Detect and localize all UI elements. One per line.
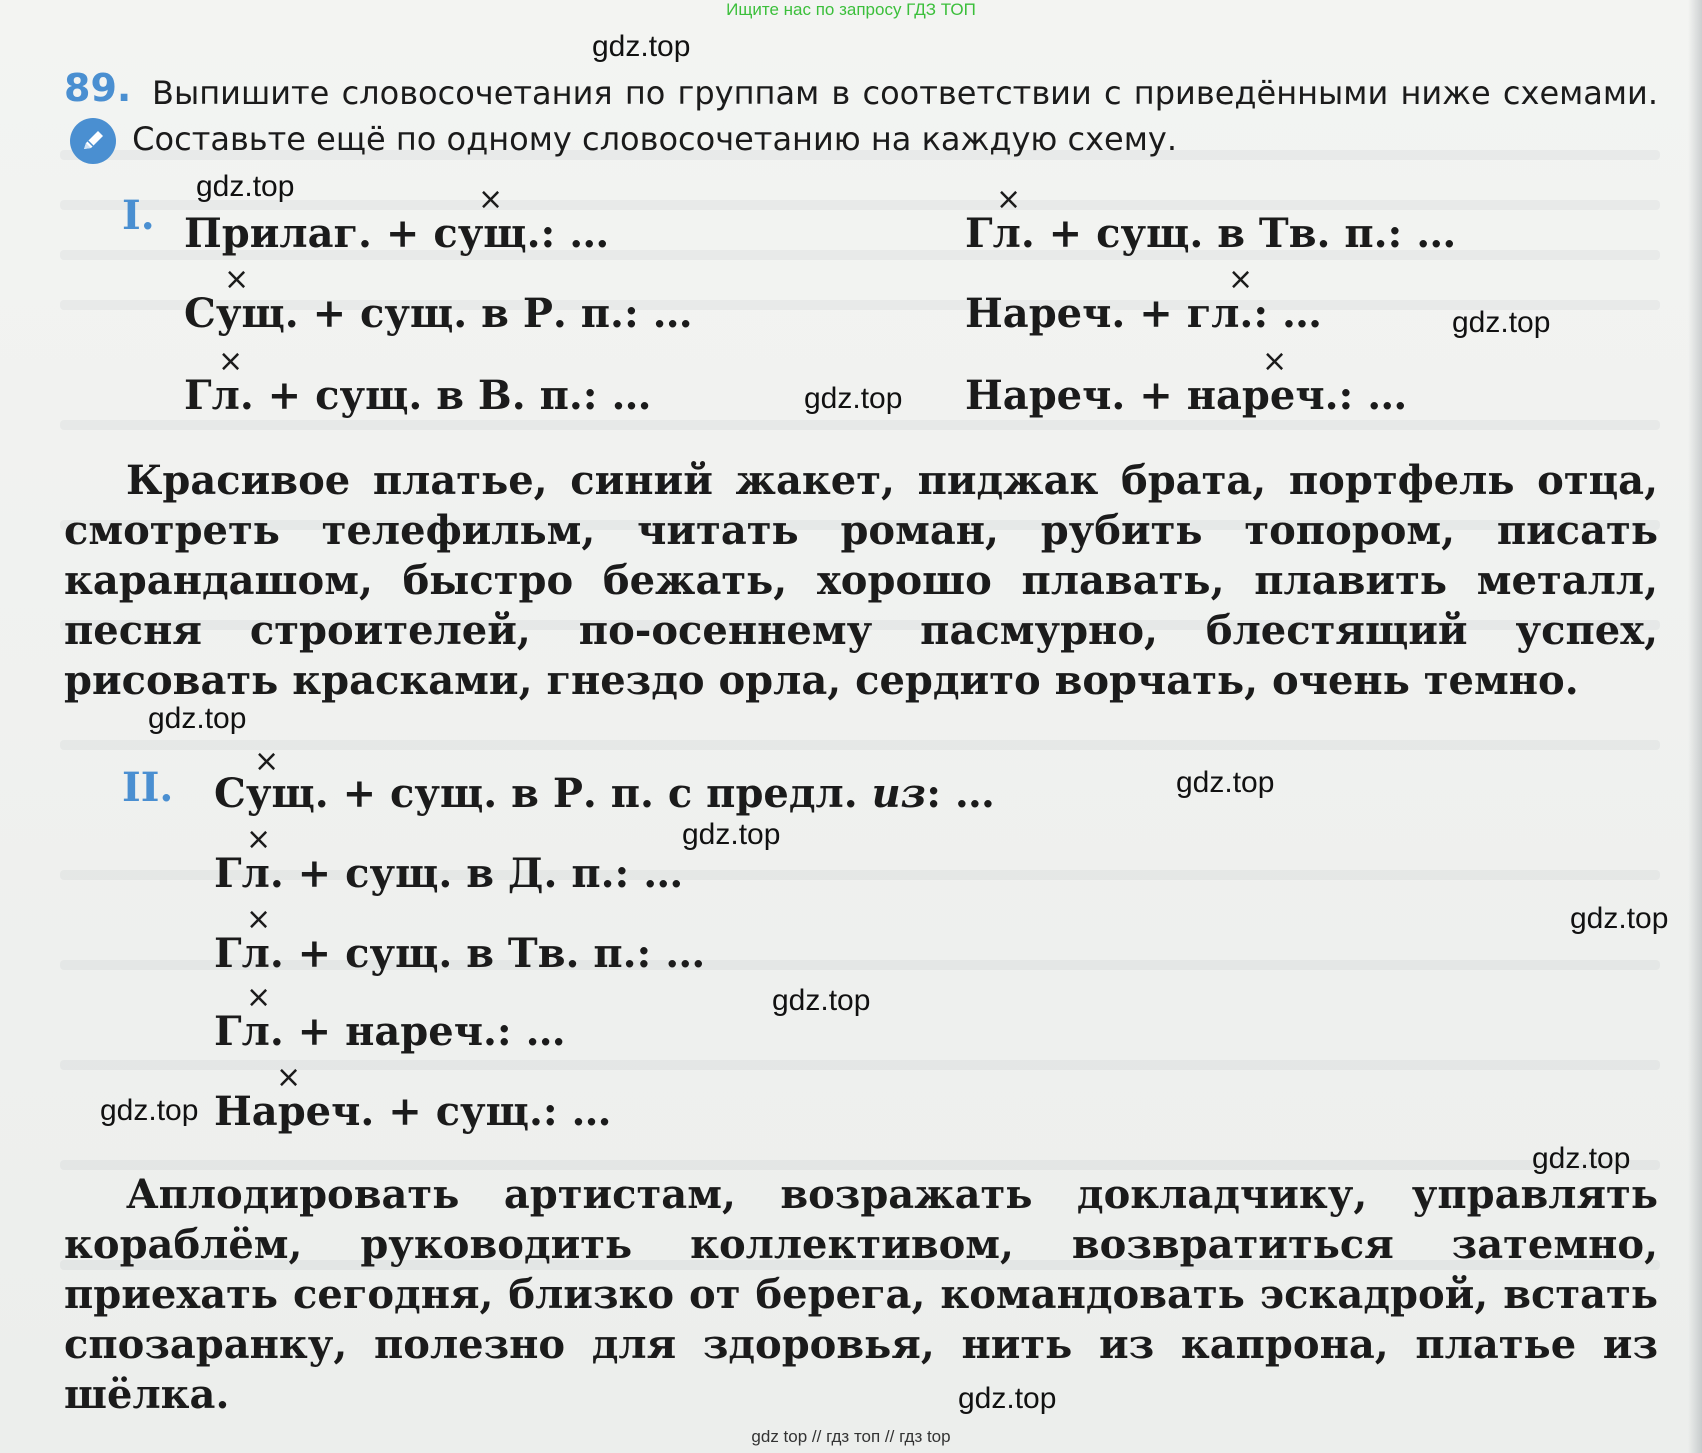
- main-word-mark: ×: [246, 902, 272, 937]
- main-word-mark: ×: [1262, 344, 1288, 379]
- scheme-verb-noun-dat: Гл. + сущ. в Д. п.: …: [214, 850, 684, 897]
- group1-word-list: Красивое платье, синий жакет, пиджак брата, портфель отца, смотреть телефильм, читать роман, рубить топором, писать карандашом, быстро бежать, хорошо плавать, плавить металл, песня строителей, по-осеннему пасмурно, блестящий успех, рисовать красками, гнездо орла, сердито ворчать, очень темно.: [64, 457, 1658, 704]
- preposition: из: [871, 770, 927, 817]
- scheme-text: Сущ. + сущ. в Р. п. с предл.: [214, 770, 858, 817]
- scheme-adv-verb: Нареч. + гл.: …: [965, 290, 1323, 337]
- watermark: gdz.top: [196, 170, 295, 203]
- instruction-part1: Выпишите словосочетания по группам в соответствии с приведёнными ниже схемами.: [152, 74, 1658, 112]
- scheme-adj-noun: Прилаг. + сущ.: …: [184, 210, 610, 257]
- main-word-mark: ×: [276, 1060, 302, 1095]
- scheme-adv-adv: Нареч. + нареч.: …: [965, 372, 1408, 419]
- main-word-mark: ×: [254, 744, 280, 779]
- watermark: gdz.top: [682, 818, 781, 851]
- watermark: gdz.top: [1452, 306, 1551, 339]
- main-word-mark: ×: [996, 182, 1022, 217]
- scheme-noun-noun-gen: Сущ. + сущ. в Р. п.: …: [184, 290, 693, 337]
- bottom-banner: gdz top // гдз топ // гдз top: [751, 1427, 951, 1446]
- watermark: gdz.top: [772, 984, 871, 1017]
- exercise-number: 89.: [64, 66, 132, 110]
- scheme-noun-noun-gen-prep: [214, 770, 995, 817]
- watermark: gdz.top: [100, 1094, 199, 1127]
- scheme-adv-noun: Нареч. + сущ.: …: [214, 1088, 612, 1135]
- watermark: gdz.top: [148, 702, 247, 735]
- group1-numeral: I.: [122, 192, 155, 239]
- scheme-verb-noun-acc: Гл. + сущ. в В. п.: …: [184, 372, 652, 419]
- watermark: gdz.top: [804, 382, 903, 415]
- watermark: gdz.top: [592, 30, 691, 63]
- scheme-verb-noun-instr: Гл. + сущ. в Тв. п.: …: [965, 210, 1457, 257]
- main-word-mark: ×: [246, 822, 272, 857]
- watermark: gdz.top: [958, 1382, 1057, 1415]
- main-word-mark: ×: [1228, 262, 1254, 297]
- scheme-verb-noun-instr-2: Гл. + сущ. в Тв. п.: …: [214, 930, 706, 977]
- watermark: gdz.top: [1570, 902, 1669, 935]
- instruction-part2: Составьте ещё по одному словосочетанию на каждую схему.: [132, 120, 1177, 158]
- scheme-verb-adv: Гл. + нареч.: …: [214, 1008, 566, 1055]
- group2-numeral: II.: [122, 764, 174, 811]
- watermark: gdz.top: [1532, 1142, 1631, 1175]
- main-word-mark: ×: [218, 344, 244, 379]
- exercise-instruction: [64, 70, 1658, 164]
- scheme-tail: : …: [926, 770, 995, 817]
- main-word-mark: ×: [224, 262, 250, 297]
- top-banner: Ищите нас по запросу ГДЗ ТОП: [726, 0, 976, 19]
- pencil-icon: [70, 118, 116, 164]
- main-word-mark: ×: [478, 182, 504, 217]
- watermark: gdz.top: [1176, 766, 1275, 799]
- group2-word-list: Аплодировать артистам, возражать докладчику, управлять кораблём, руководить коллективом, возвратиться затемно, приехать сегодня, близко от берега, командовать эскадрой, встать спозаранку, полезно для здоровья, нить из капрона, платье из шёлка.: [64, 1171, 1658, 1418]
- main-word-mark: ×: [246, 980, 272, 1015]
